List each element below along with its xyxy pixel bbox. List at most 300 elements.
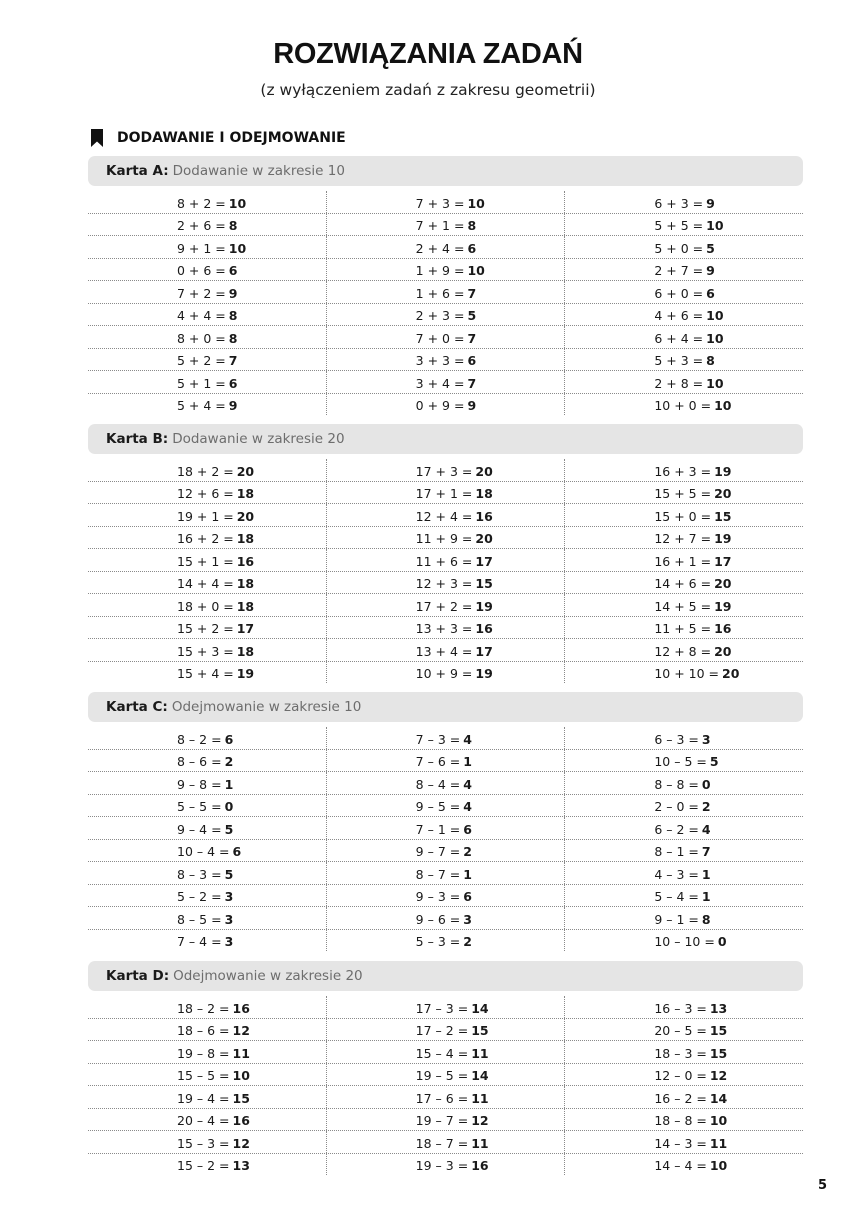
equation-cell xyxy=(326,1041,565,1063)
equation-cell xyxy=(326,527,565,549)
equation-answer: 8 xyxy=(228,308,238,323)
equation-answer: 10 xyxy=(467,263,485,278)
equation-answer: 4 xyxy=(701,821,711,837)
equation-expression: 19 + 1 = xyxy=(177,508,234,524)
table-row xyxy=(88,572,803,595)
equation-answer: 6 xyxy=(706,285,715,301)
table-row xyxy=(88,1154,803,1176)
equation-answer: 10 xyxy=(709,1113,728,1128)
equation-expression: 8 – 2 = xyxy=(177,731,222,747)
equation-answer: 3 xyxy=(463,911,472,927)
equation-answer: 1 xyxy=(701,889,711,904)
equation-answer: 1 xyxy=(463,754,472,769)
equation-cell xyxy=(88,572,326,594)
equation-expression: 17 – 2 = xyxy=(415,1023,469,1038)
equation-expression: 5 + 5 = xyxy=(654,218,704,233)
equation-answer: 10 xyxy=(714,398,732,413)
card-label: Karta A: xyxy=(106,163,169,179)
equation-cell xyxy=(88,840,326,862)
equation-answer: 18 xyxy=(236,486,255,501)
card-description: Dodawanie w zakresie 10 xyxy=(172,163,345,179)
equation-expression: 9 – 7 = xyxy=(415,844,461,859)
equation-cell xyxy=(564,1086,803,1108)
equation-answer: 6 xyxy=(232,844,242,859)
equation-answer: 11 xyxy=(709,1135,728,1151)
equation-cell xyxy=(88,930,326,952)
equation-cell xyxy=(88,1109,326,1131)
equation-cell xyxy=(564,930,803,952)
page-number: 5 xyxy=(818,1178,828,1193)
equation-answer: 17 xyxy=(236,621,255,636)
equation-cell xyxy=(564,349,803,371)
equation-cell xyxy=(564,617,803,639)
equation-answer: 17 xyxy=(714,553,732,569)
equation-answer: 20 xyxy=(714,576,732,591)
equation-cell xyxy=(88,1154,326,1176)
equation-answer: 20 xyxy=(236,463,255,479)
equation-expression: 16 – 3 = xyxy=(654,1000,707,1016)
equation-answer: 15 xyxy=(709,1045,728,1061)
equation-answer: 18 xyxy=(236,598,255,614)
card-rows xyxy=(88,191,803,415)
equation-answer: 20 xyxy=(236,508,255,524)
equation-cell xyxy=(564,594,803,616)
equation-answer: 20 xyxy=(714,486,732,501)
equation-cell xyxy=(564,750,803,772)
equation-answer: 7 xyxy=(467,375,477,391)
table-row xyxy=(88,885,803,908)
table-row xyxy=(88,907,803,930)
equation-answer: 6 xyxy=(228,375,238,391)
table-row xyxy=(88,1041,803,1064)
equation-expression: 15 – 3 = xyxy=(177,1135,230,1151)
equation-answer: 15 xyxy=(714,508,732,524)
equation-expression: 15 + 2 = xyxy=(177,621,234,636)
equation-expression: 4 + 4 = xyxy=(177,308,226,323)
equation-expression: 11 + 5 = xyxy=(654,621,712,636)
equation-cell xyxy=(88,617,326,639)
equation-expression: 19 – 8 = xyxy=(177,1045,230,1061)
bookmark-icon xyxy=(91,129,103,147)
equation-cell xyxy=(326,482,565,504)
equation-cell xyxy=(564,1041,803,1063)
table-row xyxy=(88,727,803,750)
equation-answer: 5 xyxy=(709,754,719,769)
equation-expression: 8 – 4 = xyxy=(415,776,461,792)
equation-expression: 7 – 6 = xyxy=(415,754,461,769)
table-row xyxy=(88,459,803,482)
answer-card xyxy=(88,424,803,683)
equation-expression: 4 – 3 = xyxy=(654,866,699,882)
equation-expression: 17 + 3 = xyxy=(415,463,473,479)
table-row xyxy=(88,482,803,505)
equation-expression: 13 + 3 = xyxy=(415,621,473,636)
equation-cell xyxy=(564,236,803,258)
equation-cell xyxy=(564,1131,803,1153)
equation-cell xyxy=(88,527,326,549)
equation-expression: 10 + 10 = xyxy=(654,666,720,681)
equation-answer: 6 xyxy=(463,821,472,837)
equation-cell xyxy=(326,572,565,594)
equation-answer: 18 xyxy=(236,576,255,591)
equation-expression: 0 + 6 = xyxy=(177,263,226,278)
equation-expression: 2 + 4 = xyxy=(415,240,465,256)
equation-answer: 20 xyxy=(475,463,493,479)
section-heading xyxy=(91,128,346,148)
card-header xyxy=(88,692,803,722)
equation-cell xyxy=(564,527,803,549)
equation-cell xyxy=(88,727,326,749)
equation-cell xyxy=(326,1109,565,1131)
equation-cell xyxy=(88,236,326,258)
equation-answer: 16 xyxy=(475,508,493,524)
equation-answer: 15 xyxy=(232,1090,250,1106)
equation-expression: 3 + 3 = xyxy=(415,353,465,368)
table-row xyxy=(88,750,803,773)
equation-cell xyxy=(326,349,565,371)
table-row xyxy=(88,996,803,1019)
equation-answer: 1 xyxy=(463,866,472,882)
equation-answer: 8 xyxy=(467,218,477,233)
equation-cell xyxy=(564,862,803,884)
table-row xyxy=(88,1109,803,1132)
equation-answer: 10 xyxy=(706,330,724,346)
equation-expression: 8 – 7 = xyxy=(415,866,461,882)
equation-answer: 6 xyxy=(463,889,472,904)
equation-expression: 10 + 9 = xyxy=(415,666,473,681)
equation-cell xyxy=(326,594,565,616)
answer-card xyxy=(88,961,803,1175)
equation-expression: 18 – 2 = xyxy=(177,1000,230,1016)
equation-cell xyxy=(564,482,803,504)
equation-answer: 17 xyxy=(475,643,493,659)
equation-answer: 12 xyxy=(471,1113,489,1128)
equation-cell xyxy=(88,662,326,684)
equation-cell xyxy=(564,259,803,281)
equation-expression: 4 + 6 = xyxy=(654,308,704,323)
equation-cell xyxy=(88,349,326,371)
table-row xyxy=(88,862,803,885)
equation-cell xyxy=(564,907,803,929)
equation-cell xyxy=(326,996,565,1018)
equation-expression: 5 + 2 = xyxy=(177,353,226,368)
table-row xyxy=(88,1019,803,1042)
equation-expression: 2 + 6 = xyxy=(177,218,226,233)
equation-expression: 2 – 0 = xyxy=(654,799,699,814)
equation-expression: 15 + 4 = xyxy=(177,666,234,681)
equation-answer: 16 xyxy=(236,553,255,569)
equation-cell xyxy=(326,1131,565,1153)
equation-answer: 17 xyxy=(475,553,493,569)
page-title: ROZWIĄZANIA ZADAŃ xyxy=(273,38,583,70)
equation-expression: 14 – 3 = xyxy=(654,1135,707,1151)
table-row xyxy=(88,772,803,795)
equation-cell xyxy=(326,885,565,907)
equation-answer: 6 xyxy=(467,353,477,368)
equation-expression: 12 – 0 = xyxy=(654,1068,707,1083)
equation-answer: 6 xyxy=(228,263,238,278)
equation-expression: 19 – 4 = xyxy=(177,1090,230,1106)
equation-expression: 16 + 3 = xyxy=(654,463,712,479)
equation-cell xyxy=(88,259,326,281)
equation-cell xyxy=(326,326,565,348)
equation-cell xyxy=(564,795,803,817)
equation-cell xyxy=(326,639,565,661)
equation-expression: 17 + 2 = xyxy=(415,598,473,614)
equation-expression: 15 + 1 = xyxy=(177,553,234,569)
equation-expression: 17 + 1 = xyxy=(415,486,473,501)
table-row xyxy=(88,527,803,550)
equation-expression: 2 + 8 = xyxy=(654,375,704,391)
equation-answer: 18 xyxy=(236,643,255,659)
equation-expression: 16 – 2 = xyxy=(654,1090,707,1106)
equation-cell xyxy=(326,459,565,481)
equation-answer: 11 xyxy=(232,1045,250,1061)
equation-cell xyxy=(88,214,326,236)
equation-answer: 11 xyxy=(471,1090,489,1106)
equation-cell xyxy=(326,662,565,684)
equation-expression: 7 + 3 = xyxy=(415,195,465,211)
equation-expression: 10 – 4 = xyxy=(177,844,230,859)
answer-card xyxy=(88,692,803,951)
card-description: Dodawanie w zakresie 20 xyxy=(172,431,345,447)
equation-cell xyxy=(326,191,565,213)
equation-answer: 2 xyxy=(701,799,711,814)
equation-cell xyxy=(326,817,565,839)
equation-cell xyxy=(564,1109,803,1131)
equation-expression: 10 + 0 = xyxy=(654,398,712,413)
equation-cell xyxy=(88,304,326,326)
equation-expression: 12 + 6 = xyxy=(177,486,234,501)
equation-answer: 18 xyxy=(475,486,493,501)
equation-expression: 8 + 0 = xyxy=(177,330,226,346)
equation-cell xyxy=(564,371,803,393)
equation-expression: 1 + 9 = xyxy=(415,263,465,278)
equation-cell xyxy=(564,572,803,594)
equation-cell xyxy=(326,1019,565,1041)
equation-expression: 7 + 0 = xyxy=(415,330,465,346)
equation-expression: 15 + 5 = xyxy=(654,486,712,501)
equation-cell xyxy=(564,326,803,348)
equation-expression: 19 – 5 = xyxy=(415,1068,469,1083)
equation-expression: 11 + 6 = xyxy=(415,553,473,569)
equation-answer: 19 xyxy=(236,666,255,681)
equation-cell xyxy=(564,727,803,749)
card-rows xyxy=(88,727,803,951)
equation-expression: 16 + 1 = xyxy=(654,553,712,569)
equation-answer: 10 xyxy=(228,195,247,211)
table-row xyxy=(88,662,803,684)
equation-expression: 1 + 6 = xyxy=(415,285,465,301)
table-row xyxy=(88,214,803,237)
equation-cell xyxy=(326,1086,565,1108)
equation-cell xyxy=(88,394,326,416)
equation-answer: 1 xyxy=(224,776,234,792)
equation-answer: 2 xyxy=(463,844,472,859)
equation-cell xyxy=(88,594,326,616)
equation-answer: 8 xyxy=(228,218,238,233)
equation-cell xyxy=(564,1154,803,1176)
equation-expression: 7 + 2 = xyxy=(177,285,226,301)
equation-answer: 7 xyxy=(467,330,477,346)
equation-expression: 2 + 7 = xyxy=(654,263,704,278)
equation-expression: 15 – 4 = xyxy=(415,1045,469,1061)
equation-expression: 5 + 4 = xyxy=(177,398,226,413)
equation-answer: 4 xyxy=(463,776,472,792)
equation-cell xyxy=(88,281,326,303)
equation-answer: 10 xyxy=(467,195,485,211)
equation-cell xyxy=(326,304,565,326)
equation-answer: 15 xyxy=(709,1023,728,1038)
equation-answer: 3 xyxy=(224,934,234,949)
table-row xyxy=(88,394,803,416)
equation-answer: 20 xyxy=(722,666,740,681)
equation-answer: 9 xyxy=(706,263,715,278)
equation-cell xyxy=(88,1086,326,1108)
equation-expression: 8 – 8 = xyxy=(654,776,699,792)
equation-expression: 10 – 5 = xyxy=(654,754,707,769)
equation-cell xyxy=(326,1064,565,1086)
equation-answer: 16 xyxy=(232,1000,250,1016)
equation-cell xyxy=(88,482,326,504)
table-row xyxy=(88,236,803,259)
table-row xyxy=(88,304,803,327)
equation-expression: 14 + 4 = xyxy=(177,576,234,591)
equation-expression: 14 + 6 = xyxy=(654,576,712,591)
equation-cell xyxy=(564,996,803,1018)
equation-answer: 16 xyxy=(475,621,493,636)
equation-expression: 7 – 1 = xyxy=(415,821,461,837)
table-row xyxy=(88,930,803,952)
table-row xyxy=(88,1064,803,1087)
equation-expression: 13 + 4 = xyxy=(415,643,473,659)
equation-expression: 8 + 2 = xyxy=(177,195,226,211)
equation-expression: 15 + 0 = xyxy=(654,508,712,524)
equation-expression: 5 + 1 = xyxy=(177,375,226,391)
table-row xyxy=(88,549,803,572)
table-row xyxy=(88,594,803,617)
card-header xyxy=(88,424,803,454)
equation-answer: 14 xyxy=(471,1000,489,1016)
equation-cell xyxy=(88,326,326,348)
equation-expression: 3 + 4 = xyxy=(415,375,465,391)
equation-answer: 1 xyxy=(701,866,711,882)
table-row xyxy=(88,326,803,349)
equation-expression: 19 – 7 = xyxy=(415,1113,469,1128)
equation-answer: 13 xyxy=(709,1000,728,1016)
equation-expression: 6 – 3 = xyxy=(654,731,699,747)
equation-expression: 8 – 6 = xyxy=(177,754,222,769)
equation-expression: 14 + 5 = xyxy=(654,598,712,614)
equation-answer: 15 xyxy=(475,576,493,591)
equation-cell xyxy=(88,862,326,884)
equation-cell xyxy=(88,1131,326,1153)
equation-expression: 18 + 2 = xyxy=(177,463,234,479)
equation-expression: 15 – 2 = xyxy=(177,1158,230,1173)
equation-answer: 8 xyxy=(228,330,238,346)
equation-expression: 7 + 1 = xyxy=(415,218,465,233)
equation-answer: 5 xyxy=(467,308,477,323)
equation-cell xyxy=(88,639,326,661)
equation-expression: 18 + 0 = xyxy=(177,598,234,614)
equation-answer: 15 xyxy=(471,1023,489,1038)
equation-cell xyxy=(88,772,326,794)
equation-expression: 5 – 5 = xyxy=(177,799,222,814)
equation-expression: 17 – 3 = xyxy=(415,1000,469,1016)
card-description: Odejmowanie w zakresie 20 xyxy=(173,968,363,984)
equation-expression: 14 – 4 = xyxy=(654,1158,707,1173)
equation-cell xyxy=(88,1064,326,1086)
equation-expression: 12 + 7 = xyxy=(654,531,712,546)
equation-expression: 7 – 3 = xyxy=(415,731,461,747)
equation-expression: 5 – 4 = xyxy=(654,889,699,904)
equation-expression: 0 + 9 = xyxy=(415,398,465,413)
equation-expression: 6 – 2 = xyxy=(654,821,699,837)
equation-cell xyxy=(564,459,803,481)
equation-answer: 5 xyxy=(224,866,234,882)
equation-cell xyxy=(564,1019,803,1041)
equation-expression: 12 + 8 = xyxy=(654,643,712,659)
equation-answer: 0 xyxy=(701,776,711,792)
answer-card xyxy=(88,156,803,415)
equation-expression: 11 + 9 = xyxy=(415,531,473,546)
table-row xyxy=(88,1131,803,1154)
equation-expression: 9 – 8 = xyxy=(177,776,222,792)
equation-answer: 10 xyxy=(232,1068,250,1083)
equation-answer: 12 xyxy=(232,1135,250,1151)
equation-answer: 5 xyxy=(224,821,234,837)
equation-expression: 6 + 4 = xyxy=(654,330,704,346)
equation-answer: 10 xyxy=(228,240,247,256)
equation-answer: 9 xyxy=(706,195,715,211)
equation-expression: 15 + 3 = xyxy=(177,643,234,659)
equation-cell xyxy=(326,840,565,862)
equation-cell xyxy=(326,750,565,772)
equation-answer: 7 xyxy=(701,844,711,859)
equation-cell xyxy=(326,795,565,817)
equation-cell xyxy=(326,394,565,416)
equation-cell xyxy=(326,1154,565,1176)
table-row xyxy=(88,617,803,640)
equation-expression: 12 + 3 = xyxy=(415,576,473,591)
equation-cell xyxy=(88,459,326,481)
equation-cell xyxy=(88,795,326,817)
table-row xyxy=(88,504,803,527)
equation-cell xyxy=(326,214,565,236)
equation-cell xyxy=(88,191,326,213)
equation-answer: 19 xyxy=(714,463,732,479)
equation-cell xyxy=(326,727,565,749)
equation-expression: 17 – 6 = xyxy=(415,1090,469,1106)
equation-cell xyxy=(88,371,326,393)
equation-cell xyxy=(564,281,803,303)
section-heading-text: DODAWANIE I ODEJMOWANIE xyxy=(117,130,346,146)
equation-cell xyxy=(88,750,326,772)
card-header xyxy=(88,156,803,186)
equation-cell xyxy=(564,214,803,236)
equation-cell xyxy=(326,281,565,303)
card-description: Odejmowanie w zakresie 10 xyxy=(171,699,362,715)
equation-cell xyxy=(326,549,565,571)
equation-cell xyxy=(326,907,565,929)
card-header xyxy=(88,961,803,991)
card-label: Karta D: xyxy=(106,968,170,984)
equation-expression: 16 + 2 = xyxy=(177,531,234,546)
equation-cell xyxy=(326,862,565,884)
equation-expression: 9 – 3 = xyxy=(415,889,461,904)
equation-cell xyxy=(88,504,326,526)
page-subtitle: (z wyłączeniem zadań z zakresu geometrii) xyxy=(260,81,596,99)
